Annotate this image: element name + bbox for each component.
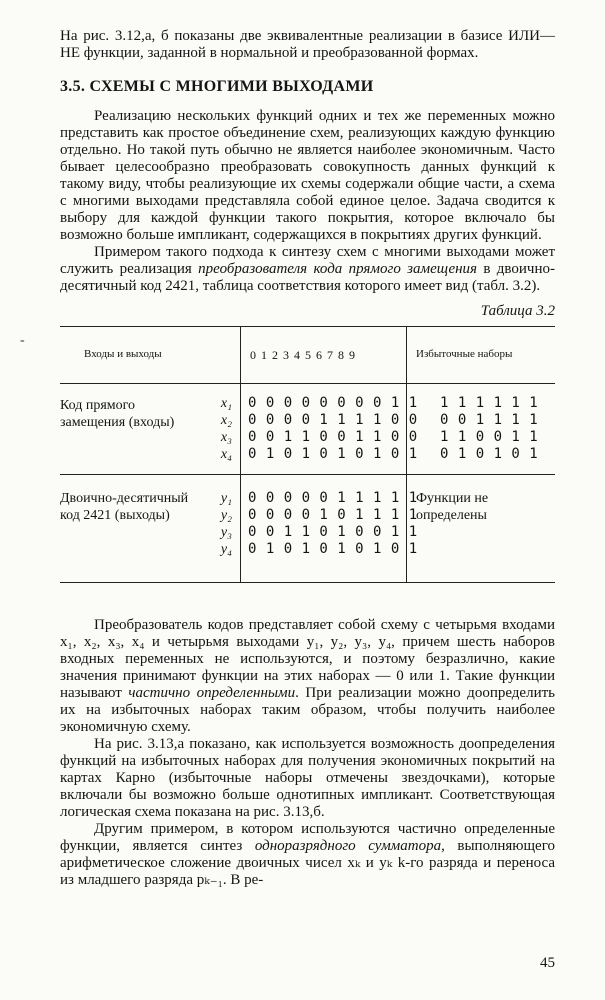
redundant-x1: 1 1 1 1 1 1 xyxy=(440,395,539,411)
paragraph-3: Преобразователь кодов представляет собой схему с четырьмя входами x₁, x₂, x₃, x₄ и четырьмя выходами y₁, y₂, y₃, y₄, причем шесть наборов входных переменных не используются, и поэтому безразлично, какие значения принимают функции на этих наборах — 0 или 1. Такие функции называют частично определенными. При реализации можно доопределить их на избыточных наборах таким образом, чтобы получить наиболее экономичную схему. xyxy=(60,617,556,735)
row-y2: 0 0 0 0 1 0 1 1 1 1 xyxy=(248,507,418,523)
row-x4: 0 1 0 1 0 1 0 1 0 1 xyxy=(248,446,418,462)
emphasis-converter: преобразователя кода прямого замещения xyxy=(198,261,478,277)
intro-paragraph: На рис. 3.12,а, б показаны две эквивалентные реализации в базисе ИЛИ—НЕ функции, заданной в нормальной и преобразованной формах. xyxy=(60,28,555,61)
emphasis-adder: одноразрядного сумматора xyxy=(254,838,442,854)
var-x3: x₃ xyxy=(220,430,232,445)
var-y2: y₂ xyxy=(220,508,232,523)
section1-values xyxy=(248,395,418,463)
emphasis-partial: частично определенными xyxy=(128,685,296,701)
section2-vars xyxy=(208,490,232,558)
row-x2: 0 0 0 0 1 1 1 1 0 0 xyxy=(248,412,418,428)
table-section-rule xyxy=(60,474,555,475)
header-inputs-outputs: Входы и выходы xyxy=(84,348,162,360)
section2-values xyxy=(248,490,418,558)
table-divider-left xyxy=(240,327,241,582)
truth-table xyxy=(60,326,555,583)
row-y1: 0 0 0 0 0 1 1 1 1 1 xyxy=(248,490,418,506)
row-x3: 0 0 1 1 0 0 1 1 0 0 xyxy=(248,429,418,445)
page-number: 45 xyxy=(540,955,555,971)
redundant-x3: 1 1 0 0 1 1 xyxy=(440,429,539,445)
section-title: 3.5. СХЕМЫ С МНОГИМИ ВЫХОДАМИ xyxy=(60,78,374,95)
row-x1: 0 0 0 0 0 0 0 0 1 1 xyxy=(248,395,418,411)
section1-label: Код прямого замещения (входы) xyxy=(60,398,175,430)
undefined-note: Функции не определены xyxy=(416,491,489,523)
section1-redundant xyxy=(440,395,538,463)
paragraph-2: Примером такого подхода к синтезу схем с многими выходами может служить реализация преобразователя кода прямого замещения в двоично-десятичный код 2421, таблица соответствия которого имеет вид (табл. 3.2). xyxy=(60,244,556,294)
table-header-rule xyxy=(60,383,555,384)
margin-mark: ‐ xyxy=(20,333,25,348)
section2-label: Двоично-десятичный код 2421 (выходы) xyxy=(60,491,189,523)
page-content xyxy=(60,28,555,889)
paragraph-1: Реализацию нескольких функций одних и тех же переменных можно представить как простое объединение схем, реализующих каждую функцию отдельно. Но такой путь обычно не является наиболее экономичным. Часто бывает целесообразно преобразовать совокупность данных функций к такому виду, чтобы реализующие их схемы содержали общие части, а схема с многими выходами представляла собой единое целое. Задача сводится к выбору для каждой функции такого покрытия, которое включало бы возможно больше импликант, содержащихся в покрытиях других функций. xyxy=(60,108,555,243)
section1-vars xyxy=(208,395,232,463)
var-y4: y₄ xyxy=(220,542,232,557)
header-digits: 0 1 2 3 4 5 6 7 8 9 xyxy=(250,348,356,362)
paragraph-4: На рис. 3.13,а показано, как используется возможность доопределения функций на избыточных наборах для получения экономичных покрытий на картах Карно (избыточные наборы отмечены звездочками), которые включали бы возможно больше однотипных импликант. Соответствующая логическая схема показана на рис. 3.13,б. xyxy=(60,736,555,820)
var-y3: y₃ xyxy=(220,525,232,540)
redundant-x2: 0 0 1 1 1 1 xyxy=(440,412,539,428)
var-x1: x₁ xyxy=(220,396,232,411)
row-y4: 0 1 0 1 0 1 0 1 0 1 xyxy=(248,541,418,557)
paragraph-5: Другим примером, в котором используются частично определенные функции, является синтез одноразрядного сумматора, выполняющего арифметическое сложение двоичных чисел xₖ и yₖ k-го разряда и переноса из младшего разряда pₖ₋₁. В ре- xyxy=(60,821,555,888)
var-y1: y₁ xyxy=(220,491,232,506)
table-title: Таблица 3.2 xyxy=(480,303,555,319)
row-y3: 0 0 1 1 0 1 0 0 1 1 xyxy=(248,524,418,540)
var-x2: x₂ xyxy=(220,413,232,428)
header-redundant: Избыточные наборы xyxy=(416,348,513,360)
var-x4: x₄ xyxy=(220,447,232,462)
redundant-x4: 0 1 0 1 0 1 xyxy=(440,446,539,462)
